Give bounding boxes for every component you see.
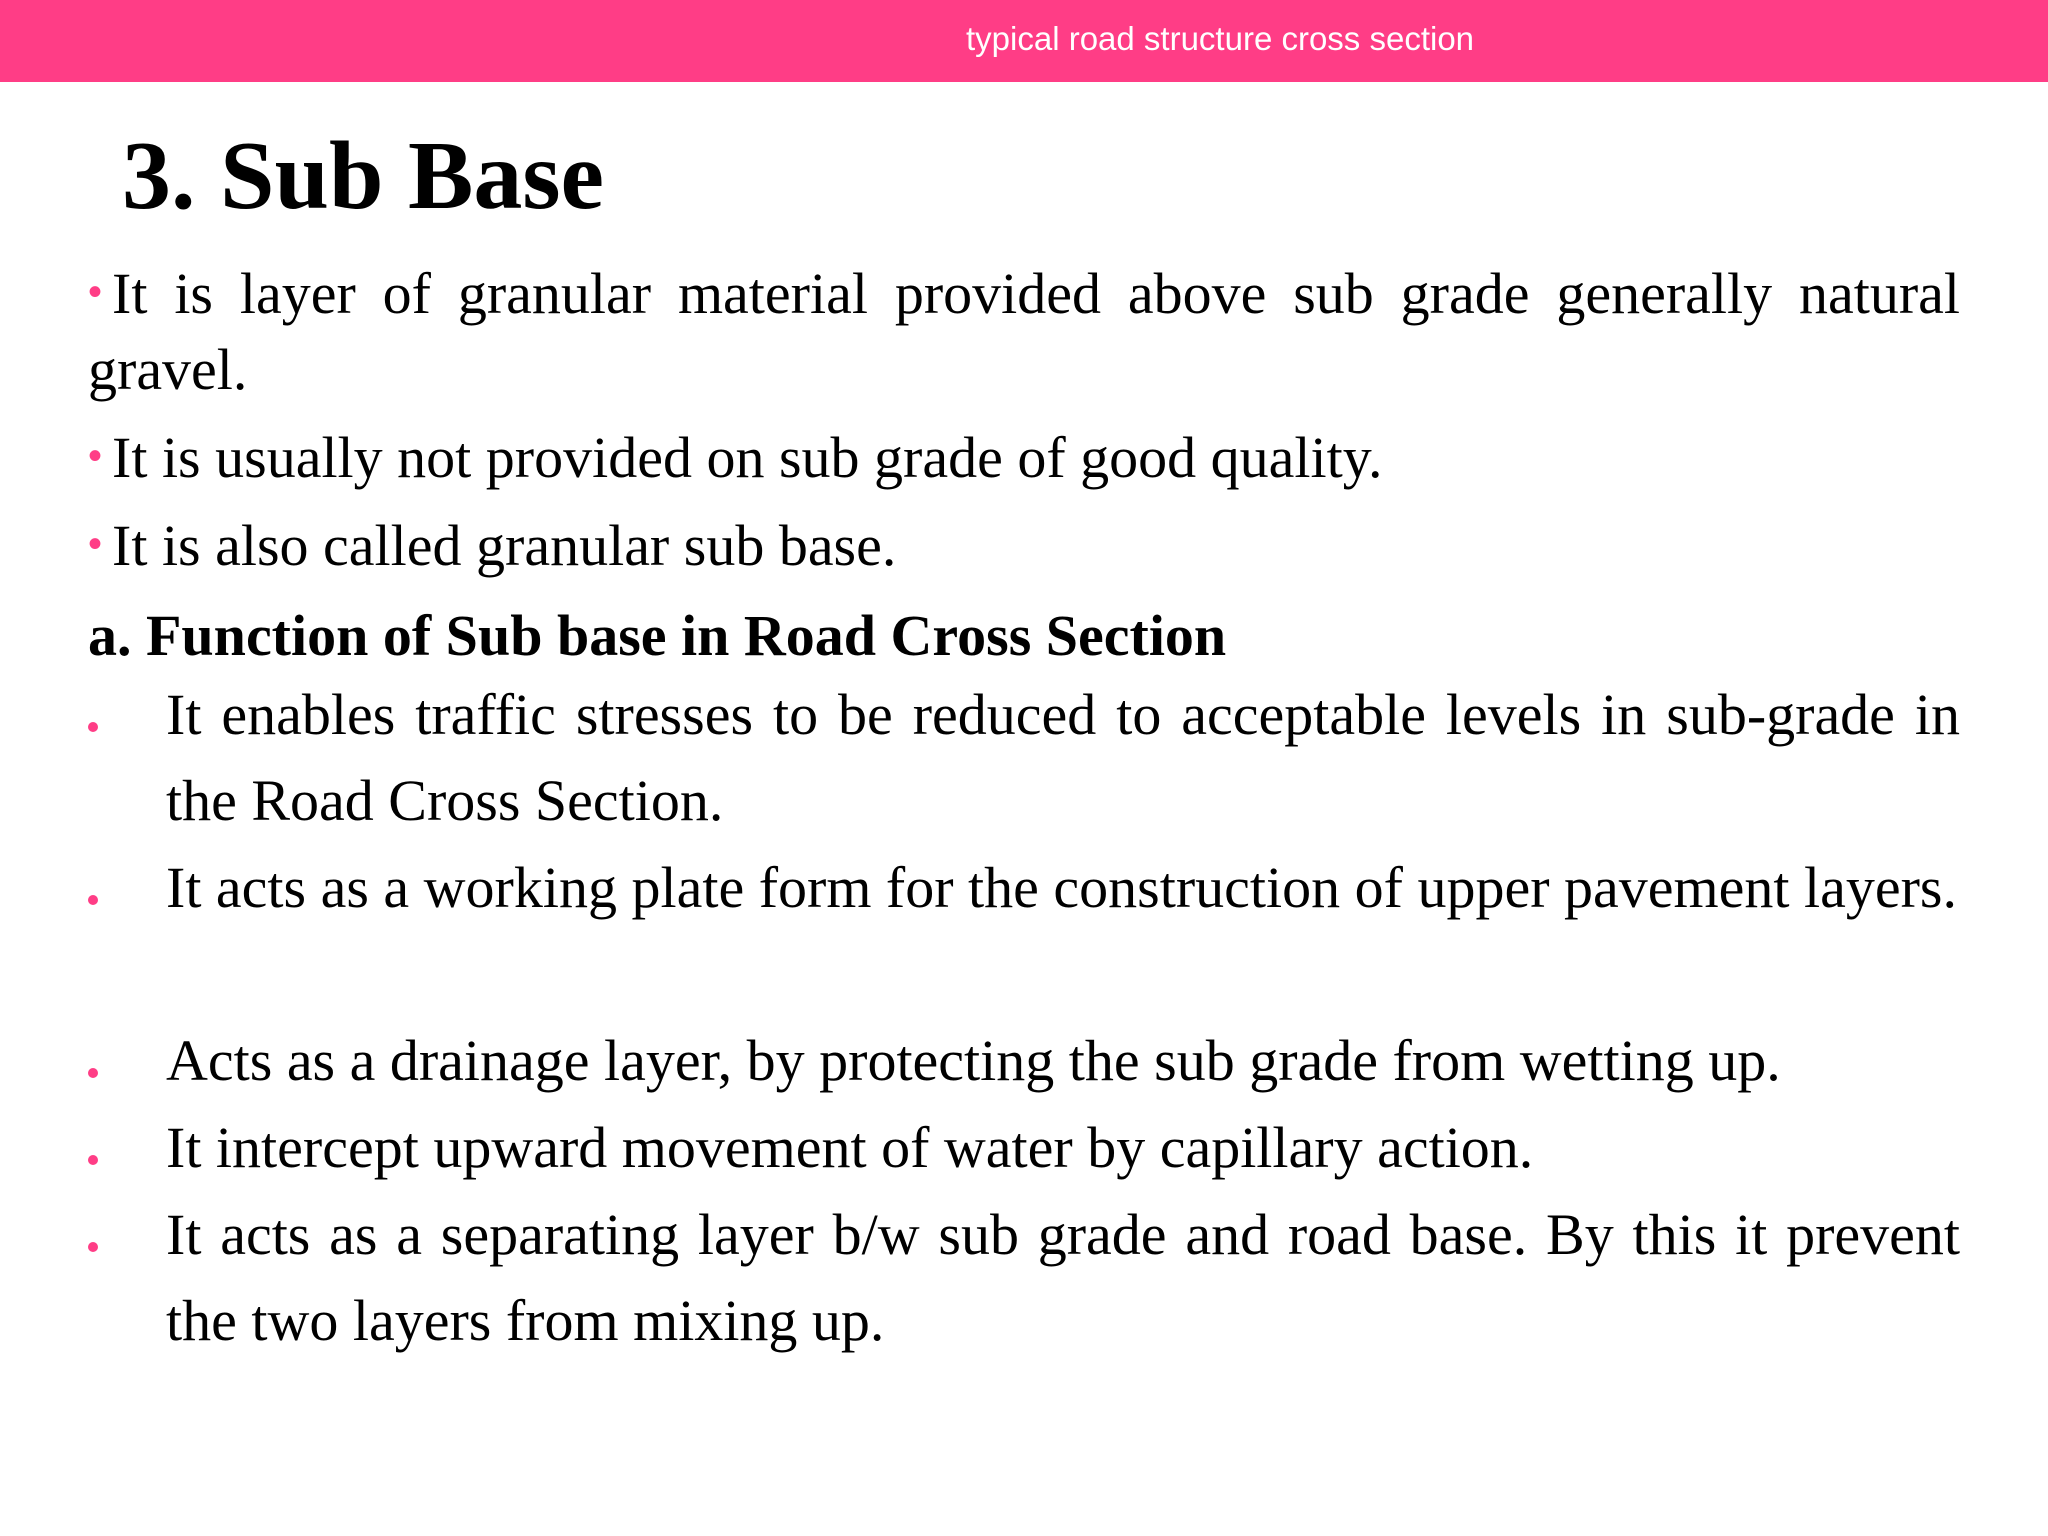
function-item-text: It intercept upward movement of water by capillary action. [166, 1115, 1534, 1180]
intro-bullet-3 [88, 506, 1960, 584]
intro-bullet-1 [88, 254, 1960, 408]
bullet-dot-icon [88, 1155, 98, 1165]
intro-bullet-text: It is also called granular sub base. [112, 513, 897, 578]
slide-heading: 3. Sub Base [122, 122, 605, 230]
bullet-dot-icon: • [88, 270, 103, 314]
top-banner [0, 0, 2048, 82]
bullet-dot-icon [88, 1068, 98, 1078]
function-subheading: a. Function of Sub base in Road Cross Section [88, 603, 1227, 668]
banner-title: typical road structure cross section [966, 20, 1475, 57]
intro-bullet-text: It is layer of granular material provided above sub grade generally natural gravel. [88, 261, 1960, 402]
intro-bullet-2 [88, 418, 1960, 496]
intro-bullet-text: It is usually not provided on sub grade of good quality. [112, 425, 1383, 490]
bullet-dot-icon: • [88, 522, 103, 566]
function-item-text: It acts as a separating layer b/w sub grade and road base. By this it prevent the two layers from mixing up. [166, 1202, 1960, 1353]
bullet-dot-icon [88, 1242, 98, 1252]
bullet-dot-icon [88, 895, 98, 905]
function-item-text: It enables traffic stresses to be reduced to acceptable levels in sub-grade in the Road Cross Section. [166, 682, 1960, 833]
bullet-dot-icon [88, 722, 98, 732]
bullet-dot-icon: • [88, 434, 103, 478]
function-item-text: It acts as a working plate form for the construction of upper pavement layers. [166, 855, 1957, 920]
function-item-text: Acts as a drainage layer, by protecting the sub grade from wetting up. [166, 1028, 1781, 1093]
